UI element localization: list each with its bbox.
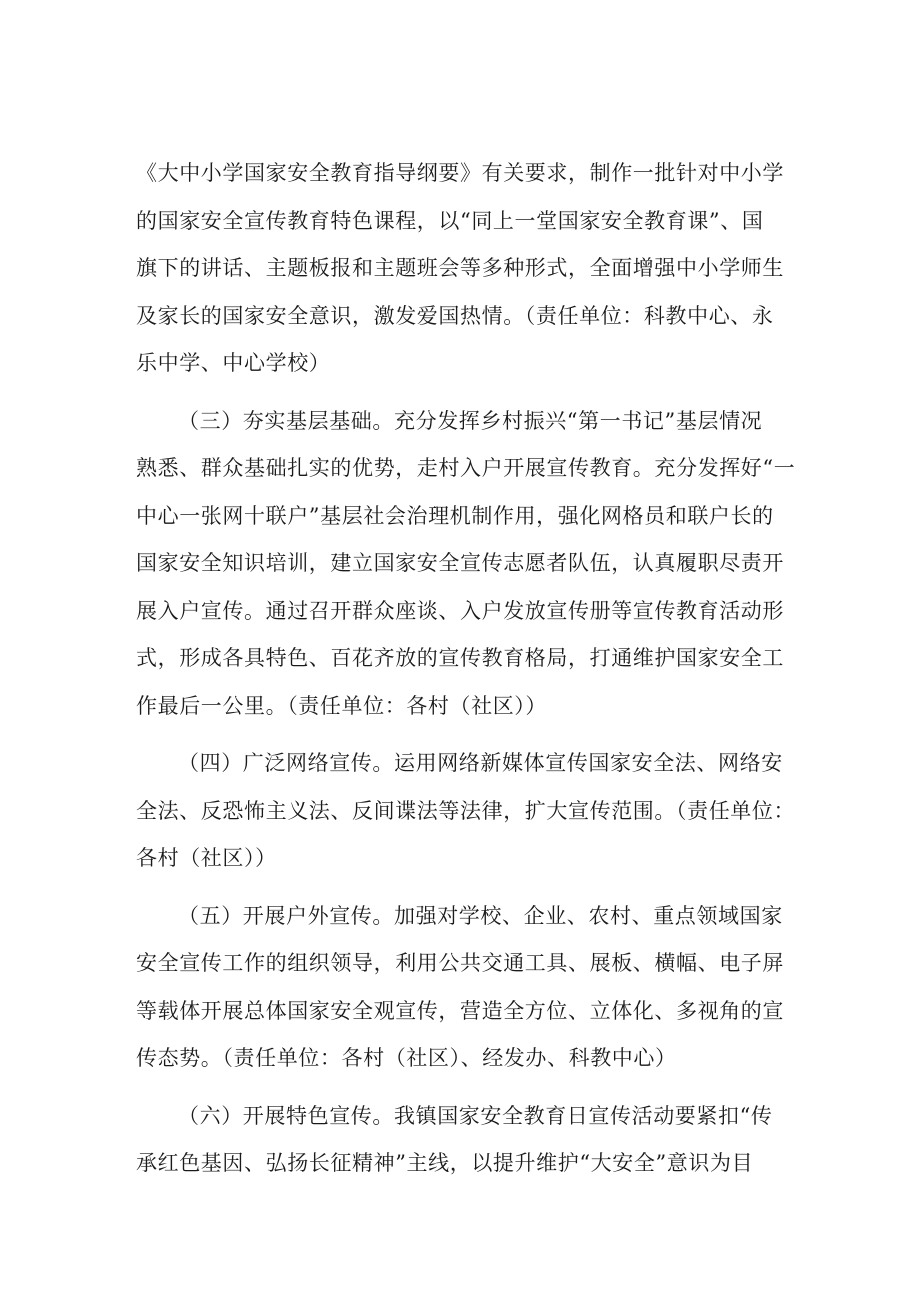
text-line: 《大中小学国家安全教育指导纲要》有关要求，制作一批针对中小学 <box>136 161 784 185</box>
text-line: 熟悉、群众基础扎实的优势，走村入户开展宣传教育。充分发挥好“一 <box>136 456 796 480</box>
text-line: 旗下的讲话、主题板报和主题班会等多种形式，全面增强中小学师生 <box>136 256 784 280</box>
text-line: 承红色基因、弘扬长征精神”主线，以提升维护“大安全”意识为目 <box>136 1151 754 1175</box>
text-line: 国家安全知识培训，建立国家安全宣传志愿者队伍，认真履职尽责开 <box>136 551 784 575</box>
text-line: 作最后一公里。（责任单位：各村（社区）） <box>136 693 547 718</box>
paragraph-section-5 <box>136 893 788 1083</box>
paragraph-education-outline <box>136 150 788 388</box>
text-line: （六）开展特色宣传。我镇国家安全教育日宣传活动要紧扣“传 <box>178 1103 773 1128</box>
paragraph-section-4 <box>136 740 796 883</box>
paragraph-section-3 <box>136 398 796 731</box>
text-line: 安全宣传工作的组织领导，利用公共交通工具、展板、横幅、电子屏 <box>136 951 784 975</box>
text-line: 全法、反恐怖主义法、反间谍法等法律，扩大宣传范围。（责任单位： <box>136 798 796 823</box>
text-line: （五）开展户外宣传。加强对学校、企业、农村、重点领域国家 <box>178 903 783 928</box>
text-line: 等载体开展总体国家安全观宣传，营造全方位、立体化、多视角的宣 <box>136 998 784 1023</box>
text-line: 各村（社区）） <box>136 846 277 870</box>
text-line: 式，形成各具特色、百花齐放的宣传教育格局，打通维护国家安全工 <box>136 646 784 670</box>
text-line: 展入户宣传。通过召开群众座谈、入户发放宣传册等宣传教育活动形 <box>136 598 784 623</box>
paragraph-section-6 <box>136 1093 788 1188</box>
text-line: 及家长的国家安全意识，激发爱国热情。（责任单位：科教中心、永 <box>136 303 774 328</box>
text-line: 的国家安全宣传教育特色课程，以“同上一堂国家安全教育课”、国 <box>136 208 764 233</box>
text-line: （三）夯实基层基础。充分发挥乡村振兴“第一书记”基层情况 <box>178 408 763 433</box>
document-body <box>136 150 796 1188</box>
text-line: 传态势。（责任单位：各村（社区）、经发办、科教中心） <box>136 1046 677 1070</box>
text-line: 乐中学、中心学校） <box>136 351 331 375</box>
text-line: 中心一张网十联户”基层社会治理机制作用，强化网格员和联户长的 <box>136 503 774 528</box>
text-line: （四）广泛网络宣传。运用网络新媒体宣传国家安全法、网络安 <box>178 751 783 775</box>
